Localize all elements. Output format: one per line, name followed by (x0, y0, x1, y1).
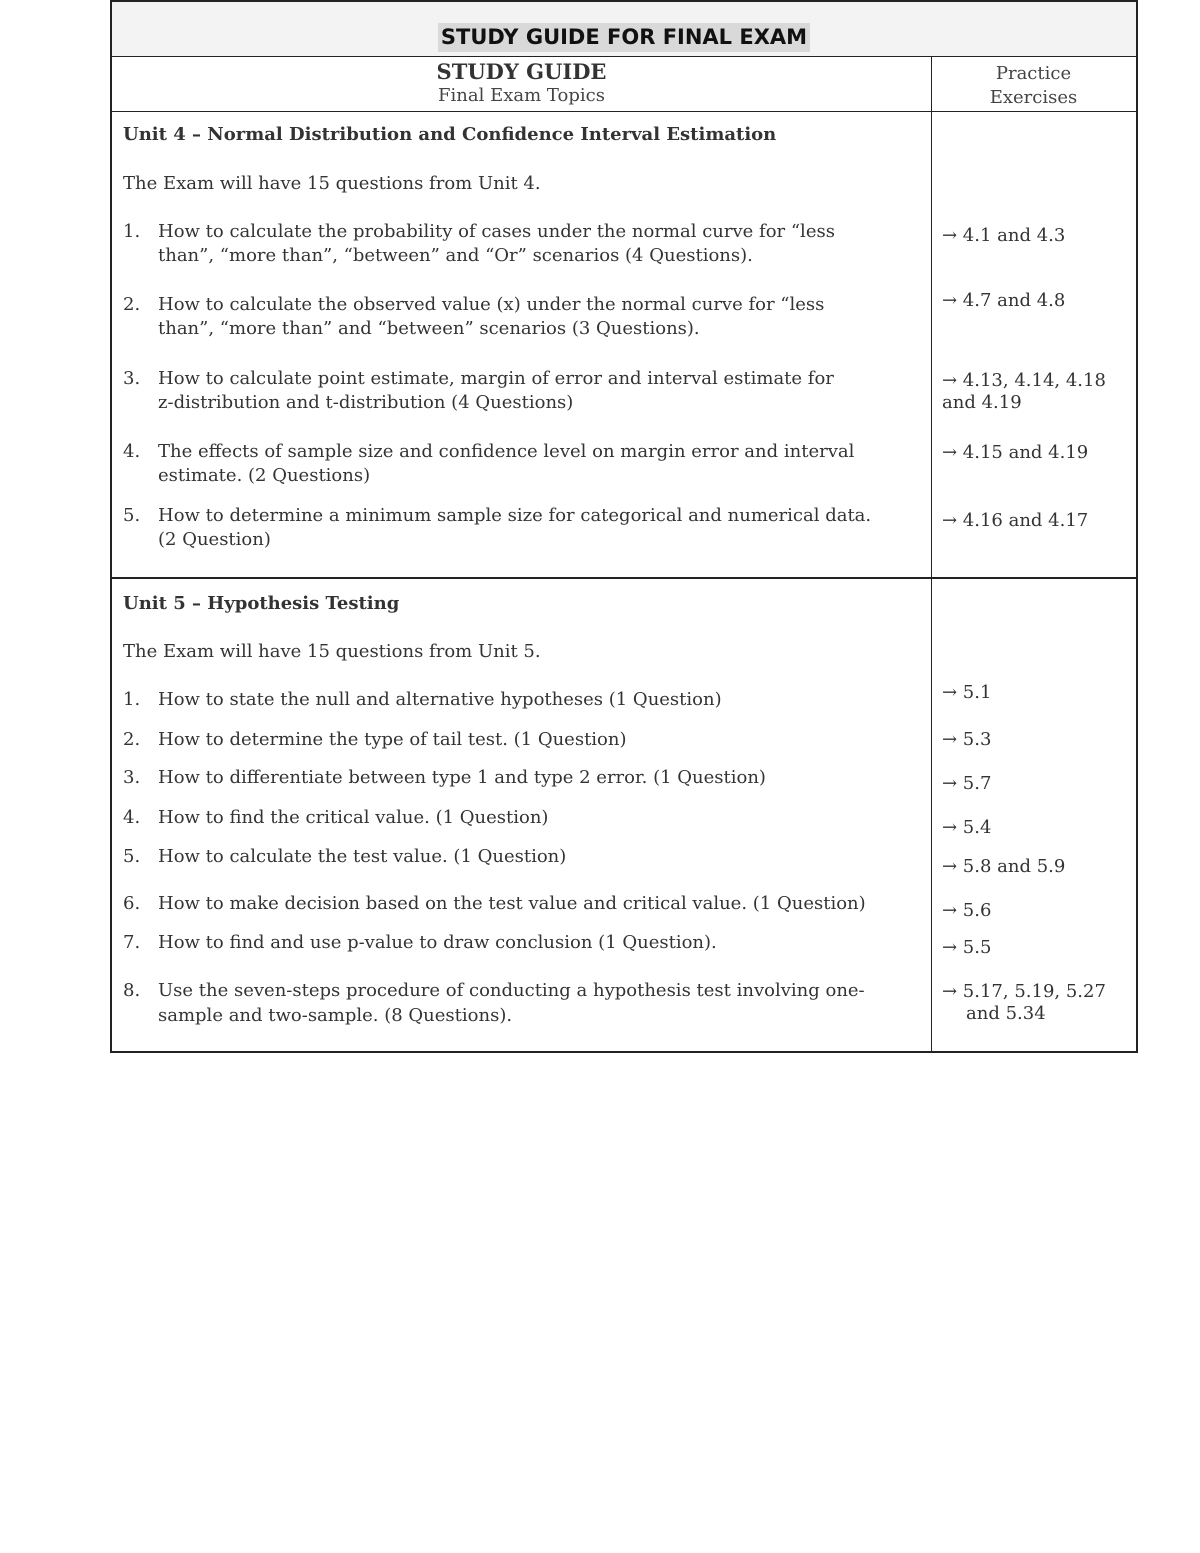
item-number: 2. (123, 294, 141, 315)
item-text-line1: How to calculate the probability of cases under the normal curve for “less (158, 221, 835, 242)
item-number: 7. (123, 932, 141, 953)
item-exercises: → 5.3 (942, 729, 992, 750)
header-exercises-cell (931, 57, 1136, 111)
item-number: 5. (123, 846, 141, 867)
item-text-line1: Use the seven-steps procedure of conducting a hypothesis test involving one- (158, 980, 865, 1001)
item-exercises: → 5.1 (942, 682, 992, 703)
header-topics-cell (112, 57, 931, 111)
item-text-line1: How to differentiate between type 1 and type 2 error. (1 Question) (158, 767, 766, 788)
study-guide-table (110, 0, 1138, 1053)
item-exercises: → 5.7 (942, 773, 992, 794)
item-text-line1: How to determine a minimum sample size for categorical and numerical data. (158, 505, 872, 526)
header-exercises-line2: Exercises (989, 87, 1078, 108)
unit4-heading: Unit 4 – Normal Distribution and Confidence Interval Estimation (123, 124, 777, 145)
item-exercises: → 5.6 (942, 900, 992, 921)
title-row (112, 2, 1136, 57)
page-title: STUDY GUIDE FOR FINAL EXAM (438, 23, 810, 52)
item-number: 3. (123, 368, 141, 389)
item-number: 6. (123, 893, 141, 914)
unit4-intro: The Exam will have 15 questions from Unit 4. (123, 173, 541, 194)
item-text-line1: How to find the critical value. (1 Question) (158, 807, 549, 828)
item-number: 5. (123, 505, 141, 526)
item-text-line2: than”, “more than” and “between” scenarios (3 Questions). (158, 318, 700, 339)
item-exercises: → 5.8 and 5.9 (942, 856, 1066, 877)
item-exercises: → 5.4 (942, 817, 992, 838)
item-text-line2: estimate. (2 Questions) (158, 465, 371, 486)
item-text-line1: How to calculate the test value. (1 Question) (158, 846, 567, 867)
item-text-line1: How to state the null and alternative hypotheses (1 Question) (158, 689, 722, 710)
item-number: 8. (123, 980, 141, 1001)
item-text-line1: The effects of sample size and confidence level on margin error and interval (158, 441, 855, 462)
item-exercises: → 5.17, 5.19, 5.27 (942, 981, 1106, 1002)
item-text-line1: How to calculate point estimate, margin of error and interval estimate for (158, 368, 834, 389)
unit5-intro: The Exam will have 15 questions from Unit 5. (123, 641, 541, 662)
item-exercises-cont: and 5.34 (966, 1003, 1046, 1024)
item-number: 4. (123, 441, 141, 462)
item-text-line1: How to make decision based on the test value and critical value. (1 Question) (158, 893, 866, 914)
item-exercises: → 4.15 and 4.19 (942, 442, 1089, 463)
item-exercises: → 5.5 (942, 937, 992, 958)
item-number: 1. (123, 689, 141, 710)
item-text-line2: z-distribution and t-distribution (4 Questions) (158, 392, 574, 413)
header-exercises-line1: Practice (995, 63, 1072, 84)
item-exercises-cont: and 4.19 (942, 392, 1022, 413)
item-number: 3. (123, 767, 141, 788)
item-exercises: → 4.16 and 4.17 (942, 510, 1089, 531)
item-number: 1. (123, 221, 141, 242)
header-subtitle: Final Exam Topics (438, 85, 605, 106)
item-exercises: → 4.13, 4.14, 4.18 (942, 370, 1106, 391)
item-text-line2: sample and two-sample. (8 Questions). (158, 1005, 513, 1026)
header-row (112, 57, 1136, 112)
unit5-heading: Unit 5 – Hypothesis Testing (123, 593, 400, 614)
column-divider (931, 57, 932, 1051)
item-text-line1: How to find and use p-value to draw conclusion (1 Question). (158, 932, 717, 953)
item-text-line2: (2 Question) (158, 529, 271, 550)
item-number: 4. (123, 807, 141, 828)
item-text-line2: than”, “more than”, “between” and “Or” scenarios (4 Questions). (158, 245, 753, 266)
item-exercises: → 4.1 and 4.3 (942, 225, 1066, 246)
unit-divider (112, 577, 1136, 579)
item-text-line1: How to determine the type of tail test. (1 Question) (158, 729, 627, 750)
item-exercises: → 4.7 and 4.8 (942, 290, 1066, 311)
item-text-line1: How to calculate the observed value (x) under the normal curve for “less (158, 294, 825, 315)
item-number: 2. (123, 729, 141, 750)
header-title: STUDY GUIDE (436, 59, 607, 84)
